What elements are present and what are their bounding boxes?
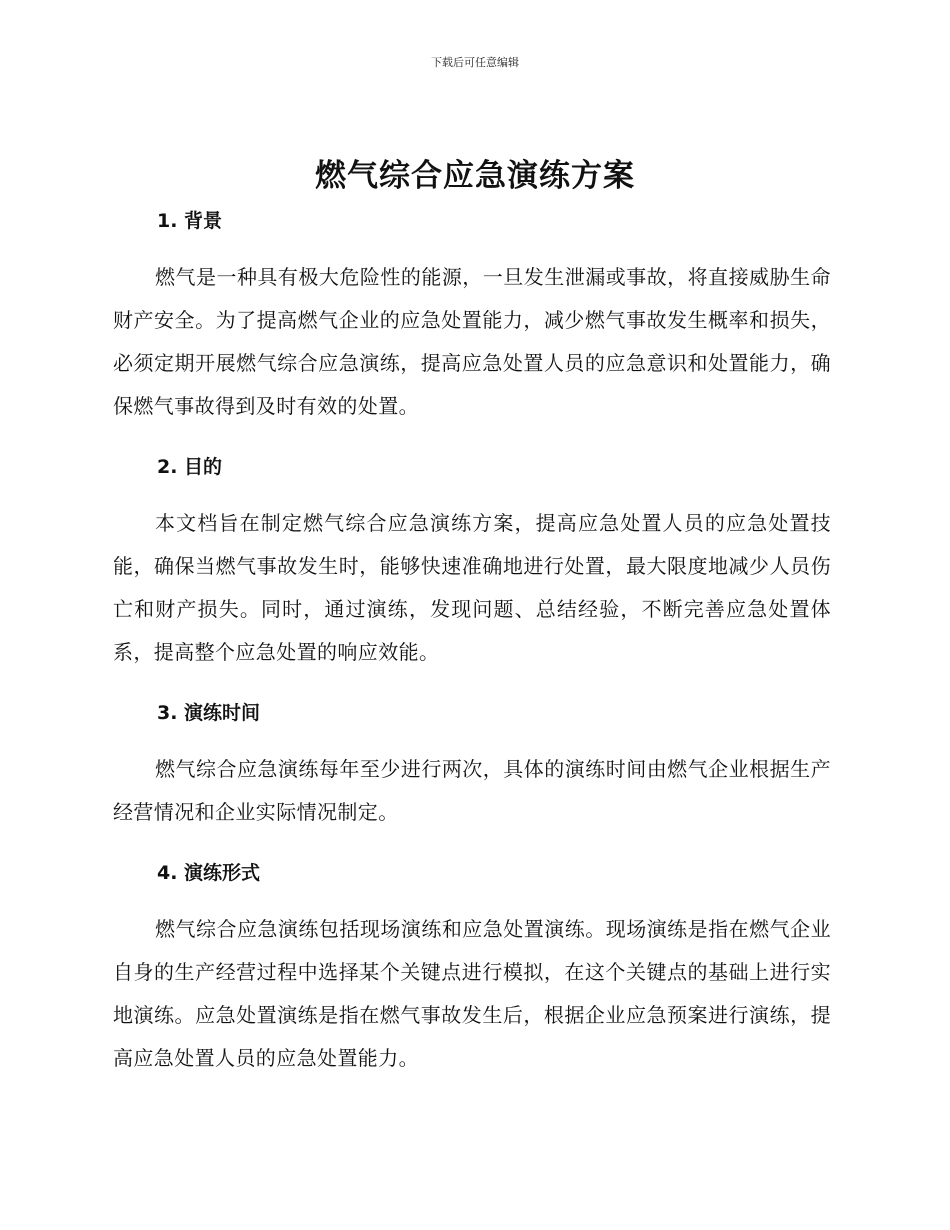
section-drill-time — [113, 698, 831, 834]
section-purpose — [113, 452, 831, 674]
section-paragraph: 本文档旨在制定燃气综合应急演练方案，提高应急处置人员的应急处置技能，确保当燃气事故发生时，能够快速准确地进行处置，最大限度地减少人员伤亡和财产损失。同时，通过演练，发现问题、总结经验，不断完善应急处置体系，提高整个应急处置的响应效能。 — [113, 511, 831, 664]
section-paragraph: 燃气综合应急演练每年至少进行两次，具体的演练时间由燃气企业根据生产经营情况和企业实际情况制定。 — [113, 757, 831, 824]
section-heading: 4. 演练形式 — [157, 862, 261, 884]
document-title: 燃气综合应急演练方案 — [315, 158, 635, 194]
section-heading: 1. 背景 — [157, 210, 223, 232]
section-paragraph: 燃气综合应急演练包括现场演练和应急处置演练。现场演练是指在燃气企业自身的生产经营过程中选择某个关键点进行模拟，在这个关键点的基础上进行实地演练。应急处置演练是指在燃气事故发生后，根据企业应急预案进行演练，提高应急处置人员的应急处置能力。 — [113, 917, 831, 1070]
document-body — [113, 206, 831, 1104]
header-note: 下载后可任意编辑 — [431, 56, 519, 69]
section-heading: 3. 演练时间 — [157, 702, 261, 724]
section-drill-form — [113, 858, 831, 1080]
section-background — [113, 206, 831, 428]
section-heading: 2. 目的 — [157, 456, 223, 478]
section-paragraph: 燃气是一种具有极大危险性的能源，一旦发生泄漏或事故，将直接威胁生命财产安全。为了提高燃气企业的应急处置能力，减少燃气事故发生概率和损失，必须定期开展燃气综合应急演练，提高应急处置人员的应急意识和处置能力，确保燃气事故得到及时有效的处置。 — [113, 265, 831, 418]
